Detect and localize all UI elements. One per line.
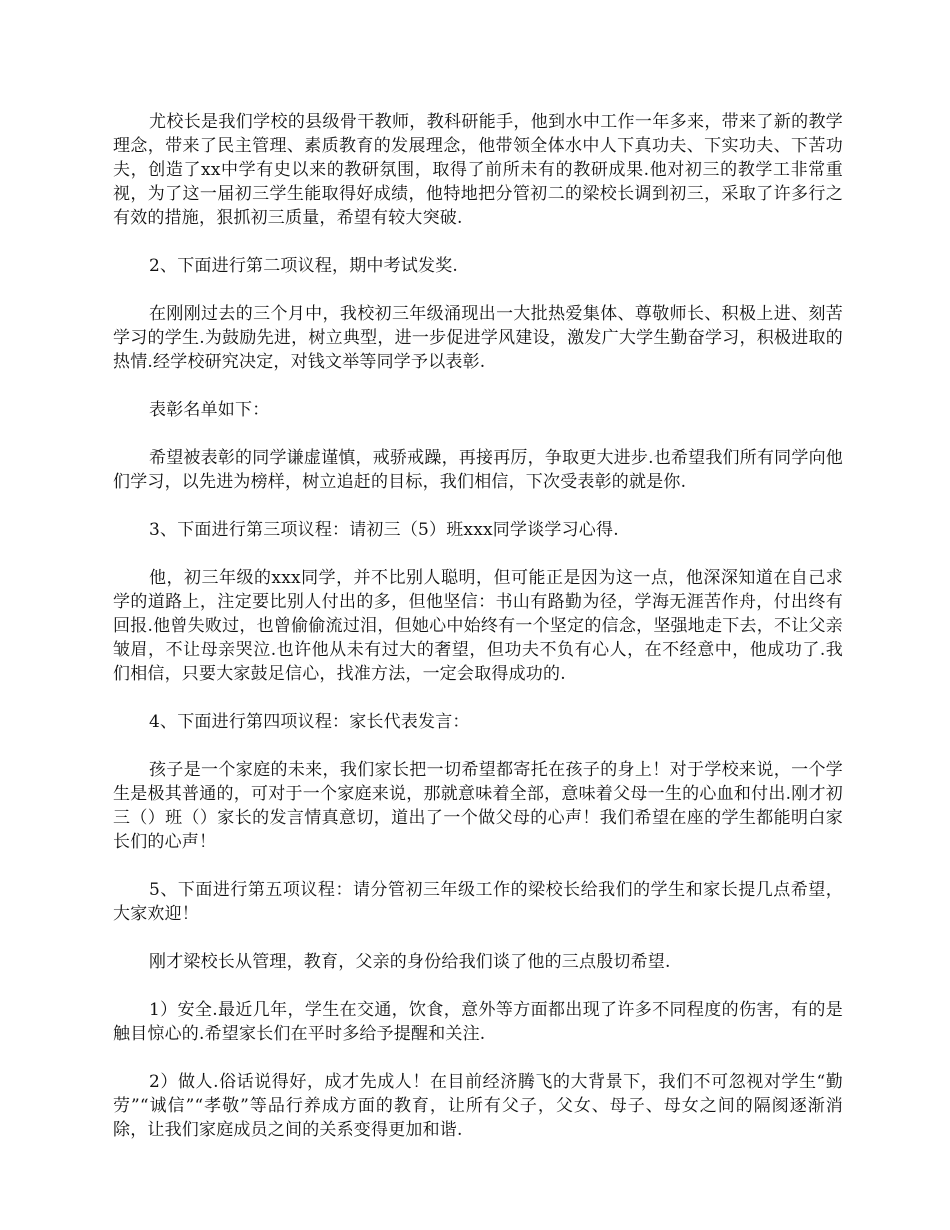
paragraph-honor-list-heading: 表彰名单如下： [149,400,270,420]
agenda-item-4: 4、下面进行第四项议程：家长代表发言： [149,712,470,732]
agenda-item-2: 2、下面进行第二项议程，期中考试发奖. [149,256,459,276]
paragraph-student-story: 他，初三年级的xxx同学，并不比别人聪明，但可能正是因为这一点，他深深知道在自己求学的道路上，注定要比别人付出的多，但他坚信：书山有路勤为径，学海无涯苦作舟，付出终有回报.他曾失败过，也曾偷偷流过泪，但她心中始终有一个坚定的信念，坚强地走下去，不让父亲皱眉，不让母亲哭泣.也许他从未有过大的奢望，但功夫不负有心人，在不经意中，他成功了.我们相信，只要大家鼓足信心，找准方法，一定会取得成功的. [113,568,843,684]
agenda-item-3: 3、下面进行第三项议程：请初三（5）班xxx同学谈学习心得. [149,520,619,540]
agenda-item-5: 5、下面进行第五项议程：请分管初三年级工作的梁校长给我们的学生和家长提几点希望，大家欢迎！ [113,880,843,924]
paragraph-parent-speech: 孩子是一个家庭的未来，我们家长把一切希望都寄托在孩子的身上！对于学校来说，一个学生是极其普通的，可对于一个家庭来说，那就意味着全部，意味着父母一生的心血和付出.刚才初三（）班（）家长的发言情真意切，道出了一个做父母的心声！我们希望在座的学生都能明白家长们的心声！ [113,760,843,852]
paragraph-hope-safety: 1）安全.最近几年，学生在交通，饮食，意外等方面都出现了许多不同程度的伤害，有的是触目惊心的.希望家长们在平时多给予提醒和关注. [113,1000,843,1044]
paragraph-encouragement: 希望被表彰的同学谦虚谨慎，戒骄戒躁，再接再厉，争取更大进步.也希望我们所有同学向他们学习，以先进为榜样，树立追赶的目标，我们相信，下次受表彰的就是你. [113,448,843,492]
paragraph-principal-you: 尤校长是我们学校的县级骨干教师，教科研能手，他到水中工作一年多来，带来了新的教学理念，带来了民主管理、素质教育的发展理念，他带领全体水中人下真功夫、下实功夫、下苦功夫，创造了xx中学有史以来的教研氛围，取得了前所未有的教研成果.他对初三的教学工非常重视，为了这一届初三学生能取得好成绩，他特地把分管初二的梁校长调到初三，采取了许多行之有效的措施，狠抓初三质量，希望有较大突破. [113,112,843,228]
document-page [113,110,843,1166]
paragraph-principal-liang-summary: 刚才梁校长从管理，教育，父亲的身份给我们谈了他的三点殷切希望. [149,952,671,972]
paragraph-hope-character: 2）做人.俗话说得好，成才先成人！在目前经济腾飞的大背景下，我们不可忽视对学生“勤劳”“诚信”“孝敬”等品行养成方面的教育，让所有父子，父女、母子、母女之间的隔阂逐渐消除，让我们家庭成员之间的关系变得更加和谐. [113,1072,843,1140]
paragraph-commendation: 在刚刚过去的三个月中，我校初三年级涌现出一大批热爱集体、尊敬师长、积极上进、刻苦学习的学生.为鼓励先进，树立典型，进一步促进学风建设，激发广大学生勤奋学习，积极进取的热情.经学校研究决定，对钱文举等同学予以表彰. [113,304,843,372]
